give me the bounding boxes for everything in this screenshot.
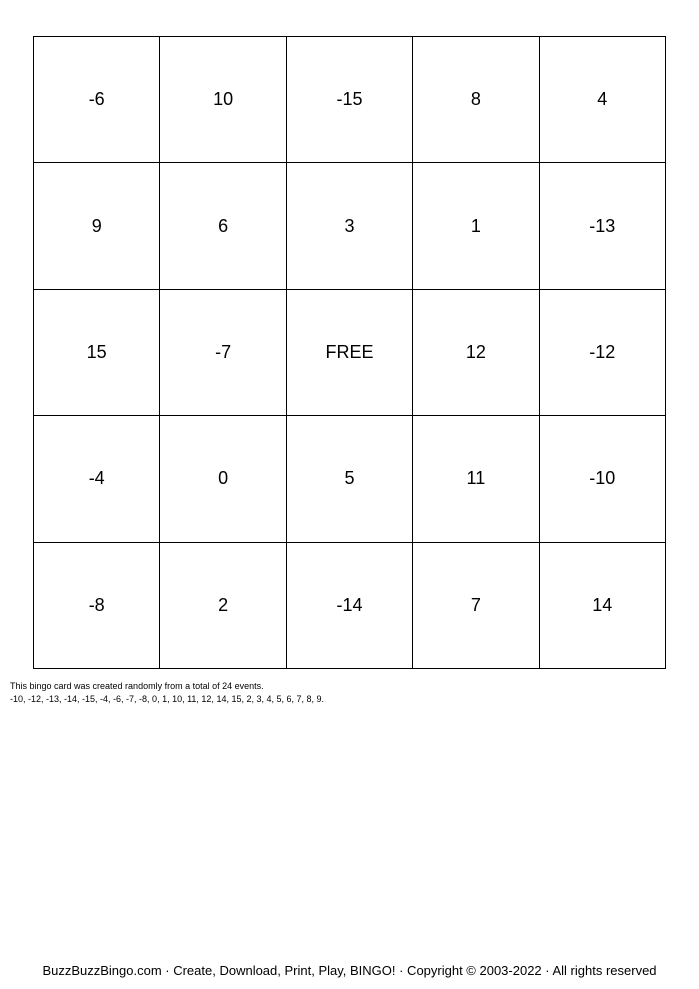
bingo-cell: 6 (160, 163, 286, 289)
card-info-summary: This bingo card was created randomly from a total of 24 events. (10, 681, 264, 691)
bingo-cell: 2 (160, 543, 286, 669)
bingo-cell: -13 (540, 163, 666, 289)
bingo-cell: -7 (160, 290, 286, 416)
card-info-events: -10, -12, -13, -14, -15, -4, -6, -7, -8, 0, 1, 10, 11, 12, 14, 15, 2, 3, 4, 5, 6, 7, 8, 9. (10, 694, 325, 704)
bingo-cell: 4 (540, 37, 666, 163)
bingo-card (33, 36, 666, 669)
bingo-cell: 11 (413, 416, 539, 542)
footer-copyright: BuzzBuzzBingo.com · Create, Download, Print, Play, BINGO! · Copyright © 2003-2022 · All rights reserved (42, 963, 657, 978)
bingo-cell: 7 (413, 543, 539, 669)
bingo-cell: 8 (413, 37, 539, 163)
bingo-cell: -6 (34, 37, 160, 163)
bingo-cell: 5 (287, 416, 413, 542)
bingo-cell: 0 (160, 416, 286, 542)
bingo-cell: 10 (160, 37, 286, 163)
bingo-cell: -15 (287, 37, 413, 163)
bingo-cell: 15 (34, 290, 160, 416)
bingo-cell: -8 (34, 543, 160, 669)
bingo-cell: -4 (34, 416, 160, 542)
bingo-cell: -14 (287, 543, 413, 669)
bingo-cell: 1 (413, 163, 539, 289)
card-info (10, 680, 324, 706)
free-space-cell: FREE (287, 290, 413, 416)
bingo-cell: 9 (34, 163, 160, 289)
bingo-cell: 14 (540, 543, 666, 669)
bingo-cell: 3 (287, 163, 413, 289)
bingo-cell: -12 (540, 290, 666, 416)
bingo-cell: 12 (413, 290, 539, 416)
bingo-cell: -10 (540, 416, 666, 542)
